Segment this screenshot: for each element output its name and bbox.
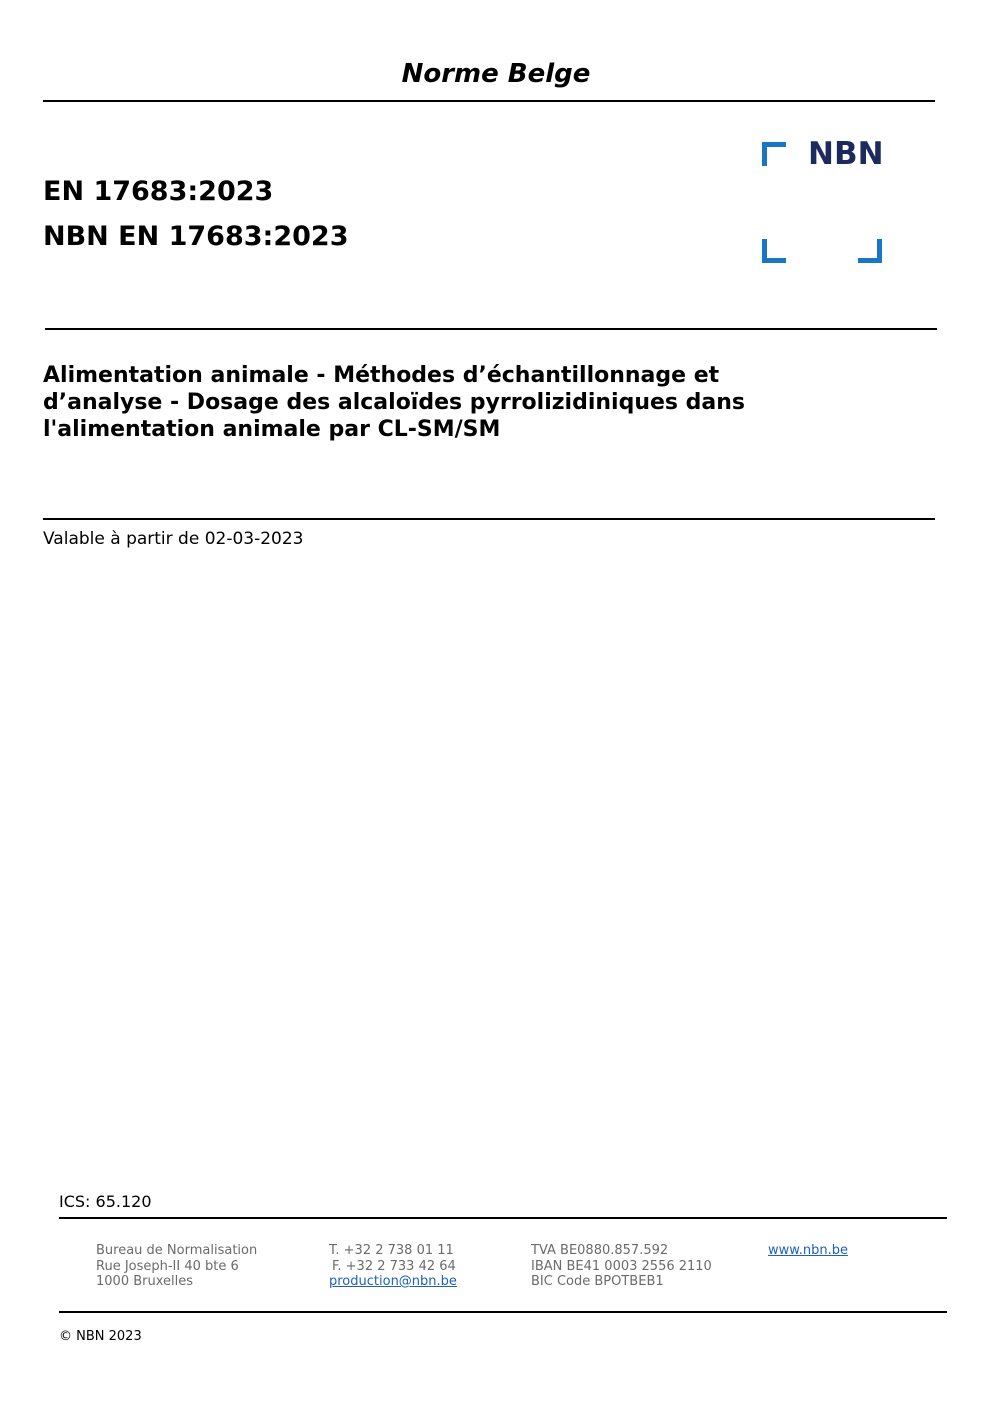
website-link[interactable]: www.nbn.be: [768, 1243, 848, 1258]
validity-divider: [43, 518, 935, 520]
logo-wordmark: NBN: [808, 136, 884, 172]
vat-number: TVA BE0880.857.592: [531, 1243, 669, 1258]
address-line: Bureau de Normalisation: [96, 1243, 258, 1258]
email-link[interactable]: production@nbn.be: [329, 1274, 457, 1289]
footer-bank: [531, 1243, 712, 1290]
bic-code: BIC Code BPOTBEB1: [531, 1274, 664, 1289]
fax-number: F. +32 2 733 42 64: [332, 1258, 456, 1274]
logo-bracket-bottom-right: [858, 239, 882, 263]
footer-top-divider: [59, 1217, 947, 1219]
phone-number: T. +32 2 738 01 11: [329, 1243, 454, 1258]
ics-code: ICS: 65.120: [59, 1192, 152, 1211]
document-title: [43, 362, 903, 443]
iban-number: IBAN BE41 0003 2556 2110: [531, 1258, 712, 1274]
header-divider: [43, 100, 935, 102]
address-line: 1000 Bruxelles: [96, 1274, 194, 1289]
title-top-divider: [45, 328, 937, 330]
document-title-line: Alimentation animale - Méthodes d’échantillonnage et: [43, 363, 720, 388]
logo-bracket-bottom-left: [762, 239, 786, 263]
document-title-line: d’analyse - Dosage des alcaloïdes pyrrolizidiniques dans: [43, 390, 746, 415]
footer-address: [96, 1243, 257, 1290]
logo-bracket-top-left: [762, 142, 786, 166]
standard-code-en: EN 17683:2023: [43, 176, 274, 207]
footer-bottom-divider: [59, 1311, 947, 1313]
address-line: Rue Joseph-II 40 bte 6: [96, 1258, 239, 1274]
validity-date: Valable à partir de 02-03-2023: [43, 529, 304, 549]
page-header-title: Norme Belge: [401, 59, 591, 89]
copyright-notice: © NBN 2023: [59, 1329, 142, 1344]
footer-contact: [329, 1243, 457, 1290]
standard-code-nbn: NBN EN 17683:2023: [43, 221, 349, 252]
footer-website: [768, 1243, 848, 1259]
document-title-line: l'alimentation animale par CL-SM/SM: [43, 417, 501, 442]
